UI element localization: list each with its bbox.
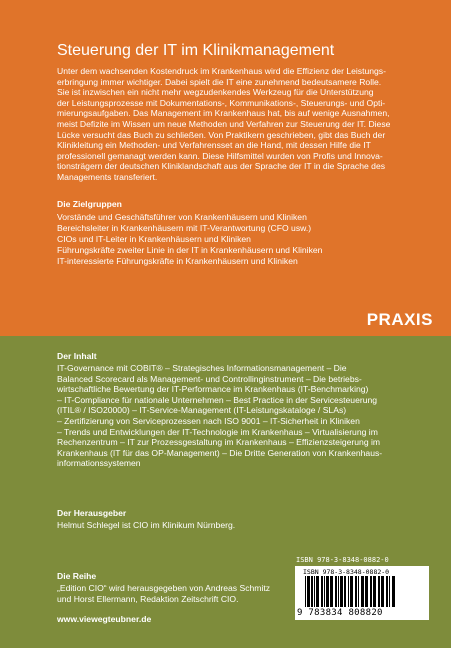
barcode — [295, 566, 429, 620]
barcode-bar — [386, 576, 388, 607]
herausgeber-heading: Der Herausgeber — [57, 508, 127, 518]
intro-line: meist Defizite im Wissen um neue Methoden und Verfahren zur Steuerung der IT. Diese — [57, 118, 391, 129]
barcode-bar — [373, 576, 376, 607]
barcode-bar — [344, 576, 346, 607]
herausgeber-text: Helmut Schlegel ist CIO im Klinikum Nürnberg. — [57, 520, 236, 530]
barcode-bar — [389, 576, 390, 607]
intro-line: Klinikleitung ein Methoden- und Verfahrensset an die Hand, mit dessen Hilfe die IT — [57, 140, 371, 151]
intro-line: Managements transferiert. — [57, 171, 158, 182]
list-item: Bereichsleiter in Krankenhäusern mit IT-Verantwortung (CFO usw.) — [57, 223, 312, 233]
zielgruppen-heading: Die Zielgruppen — [57, 199, 122, 209]
intro-line: der Leistungsprozesse mit Dokumentations-, Kommunikations-, Steuerungs- und Opti- — [57, 97, 386, 108]
inhalt-line: Krankenhaus (IT für das OP-Management) – Die Dritte Generation von Krankenhaus- — [57, 447, 383, 458]
intro-line: Lücke versucht das Buch zu schließen. Von Praktikern geschrieben, gibt das Buch der — [57, 129, 386, 140]
barcode-bar — [311, 576, 313, 607]
intro-line: tionsträgern der deutschen Kliniklandschaft aus der Sprache der IT in die Sprache des — [57, 161, 386, 172]
barcode-bar — [305, 576, 306, 607]
barcode-bar — [358, 576, 359, 607]
barcode-bar — [314, 576, 315, 607]
isbn-label: ISBN 978-3-8348-0882-0 — [296, 556, 389, 564]
barcode-bar — [335, 576, 337, 607]
barcode-bar — [392, 576, 395, 607]
inhalt-line: Rechenzentrum – IT zur Prozessgestaltung im Krankenhaus – Effizienzsteigerung im — [57, 437, 381, 448]
intro-paragraph — [57, 66, 429, 183]
inhalt-line: – Zertifizierung von Serviceprozessen nach ISO 9001 – IT-Sicherheit in Kliniken — [57, 415, 360, 426]
barcode-bar — [365, 576, 368, 607]
inhalt-line: (ITIL® / ISO20000) – IT-Service-Management (IT-Leistungskataloge / SLAs) — [57, 405, 347, 416]
list-item: IT-interessierte Führungskräfte in Krankenhäusern und Kliniken — [57, 256, 298, 266]
barcode-digits: 9 783834 808820 — [297, 608, 383, 618]
barcode-bar — [361, 576, 364, 607]
reihe-heading: Die Reihe — [57, 571, 97, 581]
barcode-bar — [340, 576, 343, 607]
barcode-bar — [324, 576, 325, 607]
inhalt-line: Balanced Scorecard als Management- und Controllinginstrument – Die betriebs- — [57, 373, 362, 384]
zielgruppen-list — [57, 212, 322, 267]
intro-line: mierungsaufgaben. Das Management im Krankenhaus hat, bis auf wenige Ausnahmen, — [57, 108, 390, 119]
intro-line: Sie ist inzwischen ein nicht mehr wegzudenkendes Werkzeug für die Unterstützung — [57, 87, 374, 98]
barcode-bar — [307, 576, 310, 607]
barcode-bar — [338, 576, 339, 607]
reihe-line: „Edition CIO“ wird herausgegeben von Andreas Schmitz — [57, 583, 271, 593]
barcode-bar — [316, 576, 319, 607]
inhalt-line: wirtschaftliche Bewertung der IT-Performance im Krankenhaus (IT-Benchmarking) — [57, 384, 369, 395]
publisher-website-link[interactable]: www.viewegteubner.de — [57, 614, 152, 624]
intro-line: erbringung immer wichtiger. Dabei spielt die IT eine zunehmend bedeutsamere Rolle. — [57, 76, 382, 87]
barcode-bar — [378, 576, 380, 607]
intro-line: Unter dem wachsenden Kostendruck im Krankenhaus wird die Effizienz der Leistungs- — [57, 66, 386, 76]
series-badge: PRAXIS — [366, 310, 433, 329]
inhalt-text — [57, 363, 433, 469]
book-title: Steuerung der IT im Klinikmanagement — [57, 42, 335, 59]
inhalt-line: informationssystemen — [57, 458, 141, 469]
barcode-bar — [370, 576, 372, 607]
barcode-bar — [348, 576, 349, 607]
barcode-bar — [355, 576, 357, 607]
inhalt-line: – Trends und Entwicklungen der IT-Technologie im Krankenhaus – Virtualisierung im — [57, 426, 378, 437]
barcode-bar — [330, 576, 333, 607]
barcode-bar — [350, 576, 353, 607]
list-item: Vorstände und Geschäftsführer von Krankenhäusern und Kliniken — [57, 212, 307, 222]
inhalt-line: IT-Governance mit COBIT® – Strategisches Informationsmanagement – Die — [57, 363, 347, 373]
reihe-text — [57, 583, 270, 604]
barcode-bar — [321, 576, 323, 607]
inhalt-line: – IT-Compliance für nationale Unternehmen – Best Practice in der Servicesteuerung — [57, 394, 378, 405]
isbn-barcode-label: ISBN 978-3-8348-0882-0 — [303, 568, 390, 576]
intro-line: professionell gemanagt werden kann. Diese Hilfsmittel wurden von Profis und Innova- — [57, 150, 383, 161]
barcode-bar — [381, 576, 384, 607]
inhalt-heading: Der Inhalt — [57, 351, 97, 361]
list-item: CIOs und IT-Leiter in Krankenhäusern und Kliniken — [57, 234, 251, 244]
barcode-bar — [326, 576, 329, 607]
reihe-line: und Horst Ellermann, Redaktion Zeitschrift CIO. — [57, 593, 239, 604]
list-item: Führungskräfte zweiter Linie in der IT in Krankenhäusern und Kliniken — [57, 245, 323, 255]
